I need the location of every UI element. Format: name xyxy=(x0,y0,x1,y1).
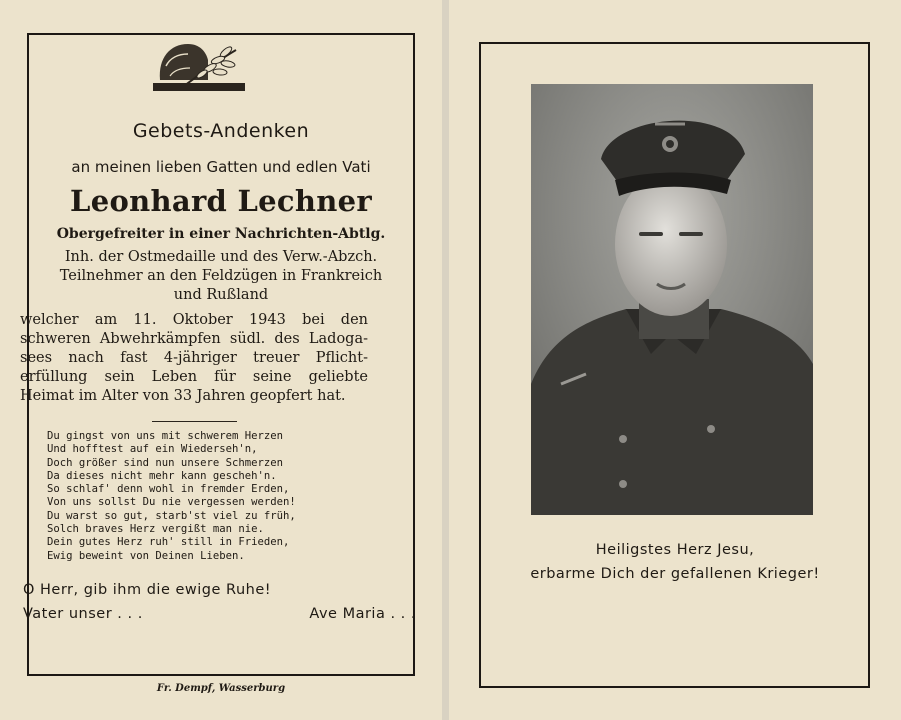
decoration-line: Teilnehmer an den Feldzügen in Frankreich xyxy=(59,268,383,284)
military-rank: Obergefreiter in einer Nachrichten-Abtlg. xyxy=(56,226,386,242)
closing-ave-maria: Ave Maria . . . xyxy=(309,606,416,622)
narrative-line: welcher am 11. Oktober 1943 bei den xyxy=(20,312,368,328)
poem-line: Da dieses nicht mehr kann gescheh'n. xyxy=(47,469,277,482)
death-narrative xyxy=(20,311,368,406)
narrative-line: erfüllung sein Leben für seine geliebte xyxy=(20,369,368,385)
poem-line: Ewig beweint von Deinen Lieben. xyxy=(47,549,245,562)
closing-vater-unser: Vater unser . . . xyxy=(23,606,143,622)
memorial-card-front xyxy=(0,0,442,720)
printer-imprint: Fr. Dempf, Wasserburg xyxy=(156,683,286,694)
poem-line: Du gingst von uns mit schwerem Herzen xyxy=(47,430,283,442)
memorial-poem xyxy=(47,430,347,563)
decoration-line: und Rußland xyxy=(173,287,269,303)
narrative-line: schweren Abwehrkämpfen südl. des Ladoga- xyxy=(20,331,368,347)
poem-line: So schlaf' denn wohl in fremder Erden, xyxy=(47,483,290,496)
memorial-card-back xyxy=(449,0,901,720)
poem-line: Doch größer sind nun unsere Schmerzen xyxy=(47,456,283,469)
narrative-line: Heimat im Alter von 33 Jahren geopfert hat. xyxy=(20,388,346,404)
poem-line: Dein gutes Herz ruh' still in Frieden, xyxy=(47,536,290,549)
poem-line: Und hofftest auf ein Wiederseh'n, xyxy=(47,443,258,456)
card-title: Gebets-Andenken xyxy=(132,120,310,142)
deceased-name: Leonhard Lechner xyxy=(70,184,372,218)
poem-line: Du warst so gut, starb'st viel zu früh, xyxy=(47,509,296,522)
caption-line-2: erbarme Dich der gefallenen Krieger! xyxy=(530,566,820,582)
caption-line-1: Heiligstes Herz Jesu, xyxy=(595,542,755,558)
divider-line xyxy=(152,421,237,422)
decoration-line: Inh. der Ostmedaille und des Verw.-Abzch. xyxy=(64,249,378,265)
prayer-line: O Herr, gib ihm die ewige Ruhe! xyxy=(23,582,272,598)
poem-line: Von uns sollst Du nie vergessen werden! xyxy=(47,496,296,509)
dedication-line: an meinen lieben Gatten und edlen Vati xyxy=(71,158,371,176)
narrative-line: sees nach fast 4-jähriger treuer Pflicht- xyxy=(20,350,368,366)
poem-line: Solch braves Herz vergißt man nie. xyxy=(47,523,264,536)
portrait-photo xyxy=(531,84,813,515)
helmet-with-laurel-icon xyxy=(148,36,248,94)
decorations-text xyxy=(0,248,442,305)
